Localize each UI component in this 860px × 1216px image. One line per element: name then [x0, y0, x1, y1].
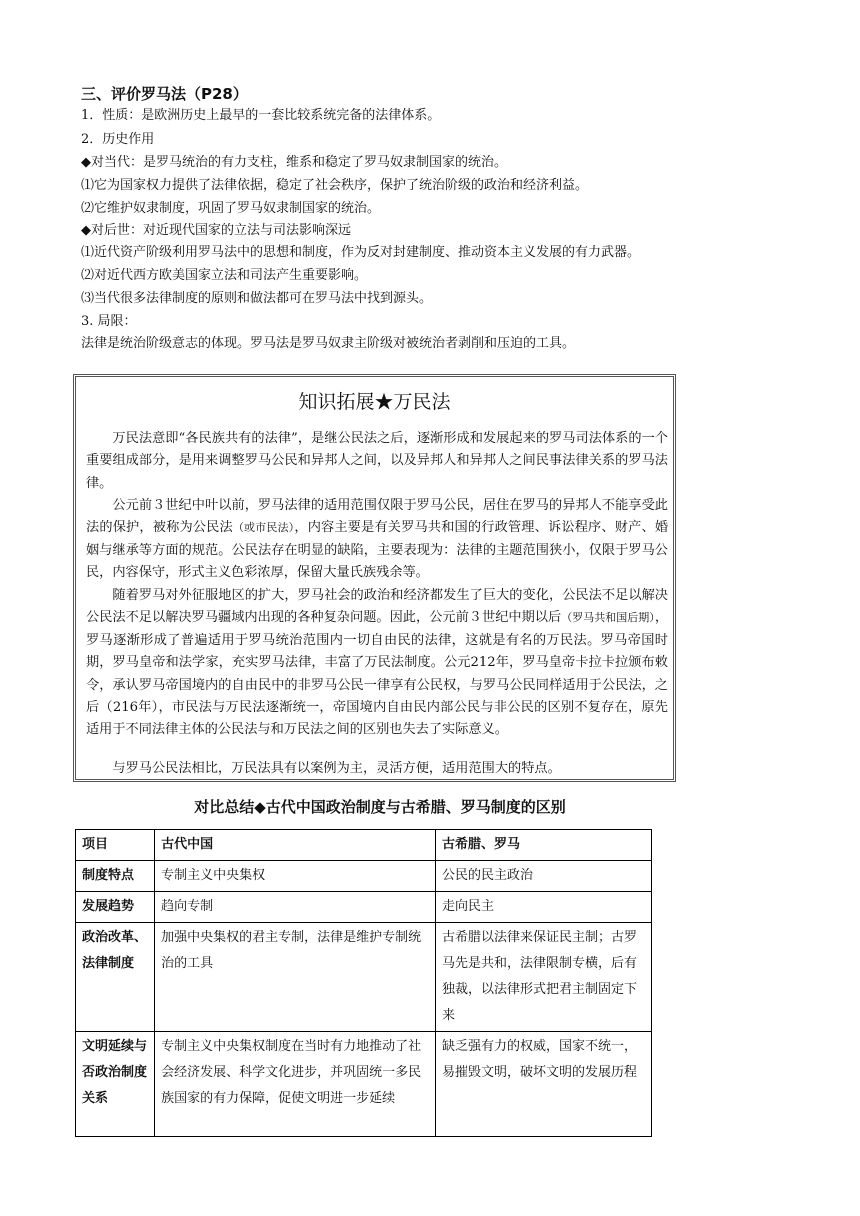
knowledge-paragraph-1: 万民法意即“各民族共有的法律”，是继公民法之后，逐渐形成和发展起来的罗马司法体系的一个重要组成部分，是用来调整罗马公民和异邦人之间，以及异邦人和异邦人之间民事法律关系的罗马法律。 [86, 431, 668, 491]
paragraph-2-note: （或市民法） [232, 521, 295, 535]
table-cell: 缺乏强有力的权威，国家不统一，易摧毁文明，破坏文明的发展历程 [435, 1032, 651, 1137]
nature-line: 1．性质：是欧洲历史上最早的一套比较系统完备的法律体系。 [81, 108, 441, 123]
comparison-title: 对比总结◆古代中国政治制度与古希腊、罗马制度的区别 [194, 798, 566, 816]
row-label: 发展趋势 [76, 892, 155, 923]
later-line: ◆对后世：对近现代国家的立法与司法影响深远 [81, 223, 351, 238]
knowledge-paragraph-3 [86, 585, 668, 742]
paragraph-3-text-b: ，罗马逐渐形成了普遍适用于罗马统治范围内一切自由民的法律，这就是有名的万民法。罗马帝国时期，罗马皇帝和法学家，充实罗马法律，丰富了万民法制度。公元212年，罗马皇帝卡拉卡拉颁布敕令，承认罗马帝国境内的自由民中的非罗马公民一律享有公民权，与罗马公民同样适用于公民法，之后（216年），市民法与万民法逐渐统一，帝国境内自由民内部公民与非公民的区别不复存在，原先适用于不同法律主体的公民法与和万民法之间的区别也失去了实际意义。 [86, 610, 669, 738]
role-heading: 2．历史作用 [81, 132, 155, 147]
paragraph-3-text-a: 随着罗马对外征服地区的扩大，罗马社会的政治和经济都发生了巨大的变化，公民法不足以解决公民法不足以解决罗马疆域内出现的各种复杂问题。因此，公元前３世纪中期以后 [86, 588, 668, 626]
later-point-2: ⑵对近代西方欧美国家立法和司法产生重要影响。 [81, 268, 368, 283]
section-title: 三、评价罗马法（P28） [81, 85, 248, 103]
row-label: 制度特点 [76, 861, 155, 892]
comparison-table [75, 829, 652, 1137]
paragraph-2-text-b: ，内容主要是有关罗马共和国的行政管理、诉讼程序、财产、婚姻与继承等方面的规范。公民法存在明显的缺陷，主要表现为：法律的主题范围狭小，仅限于罗马公民，内容保守，形式主义色彩浓厚，保留大量氏族残余等。 [86, 520, 669, 581]
header-greece-rome: 古希腊、罗马 [435, 830, 651, 861]
table-cell: 公民的民主政治 [435, 861, 651, 892]
knowledge-paragraph-4: 与罗马公民法相比，万民法具有以案例为主，灵活方便，适用范围大的特点。 [112, 761, 561, 776]
table-header-row [76, 830, 652, 861]
table-cell: 趋向专制 [155, 892, 436, 923]
table-row [76, 1032, 652, 1137]
limitation-text: 法律是统治阶级意志的体现。罗马法是罗马奴隶主阶级对被统治者剥削和压迫的工具。 [81, 336, 576, 351]
table-cell: 专制主义中央集权 [155, 861, 436, 892]
later-point-3: ⑶当代很多法律制度的原则和做法都可在罗马法中找到源头。 [81, 291, 433, 306]
contemporary-point-2: ⑵它维护奴隶制度，巩固了罗马奴隶制国家的统治。 [81, 201, 381, 216]
paragraph-3-note: （罗马共和国后期） [561, 611, 655, 625]
header-china: 古代中国 [155, 830, 436, 861]
table-cell: 走向民主 [435, 892, 651, 923]
contemporary-line: ◆对当代：是罗马统治的有力支柱，维系和稳定了罗马奴隶制国家的统治。 [81, 155, 507, 170]
table-cell: 加强中央集权的君主专制，法律是维护专制统治的工具 [155, 923, 436, 1032]
table-row [76, 923, 652, 1032]
contemporary-point-1: ⑴它为国家权力提供了法律依据，稳定了社会秩序，保护了统治阶级的政治和经济利益。 [81, 178, 589, 193]
table-row [76, 892, 652, 923]
row-label: 政治改革、法律制度 [76, 923, 155, 1032]
knowledge-paragraph-2 [86, 495, 668, 585]
row-label: 文明延续与否政治制度关系 [76, 1032, 155, 1137]
paragraph-2-text-a: 公元前３世纪中叶以前，罗马法律的适用范围仅限于罗马公民，居住在罗马的异邦人不能享受此法的保护，被称为公民法 [86, 498, 668, 536]
header-item: 项目 [76, 830, 155, 861]
table-cell: 专制主义中央集权制度在当时有力地推动了社会经济发展、科学文化进步，并巩固统一多民族国家的有力保障，促使文明进一步延续 [155, 1032, 436, 1137]
limitation-heading: 3. 局限： [81, 314, 137, 329]
table-cell: 古希腊以法律来保证民主制；古罗马先是共和，法律限制专横，后有独裁，以法律形式把君主制固定下来 [435, 923, 651, 1032]
knowledge-box [73, 374, 676, 782]
table-row [76, 861, 652, 892]
knowledge-title: 知识拓展★万民法 [298, 391, 451, 413]
later-point-1: ⑴近代资产阶级利用罗马法中的思想和制度，作为反对封建制度、推动资本主义发展的有力武器。 [81, 245, 641, 260]
